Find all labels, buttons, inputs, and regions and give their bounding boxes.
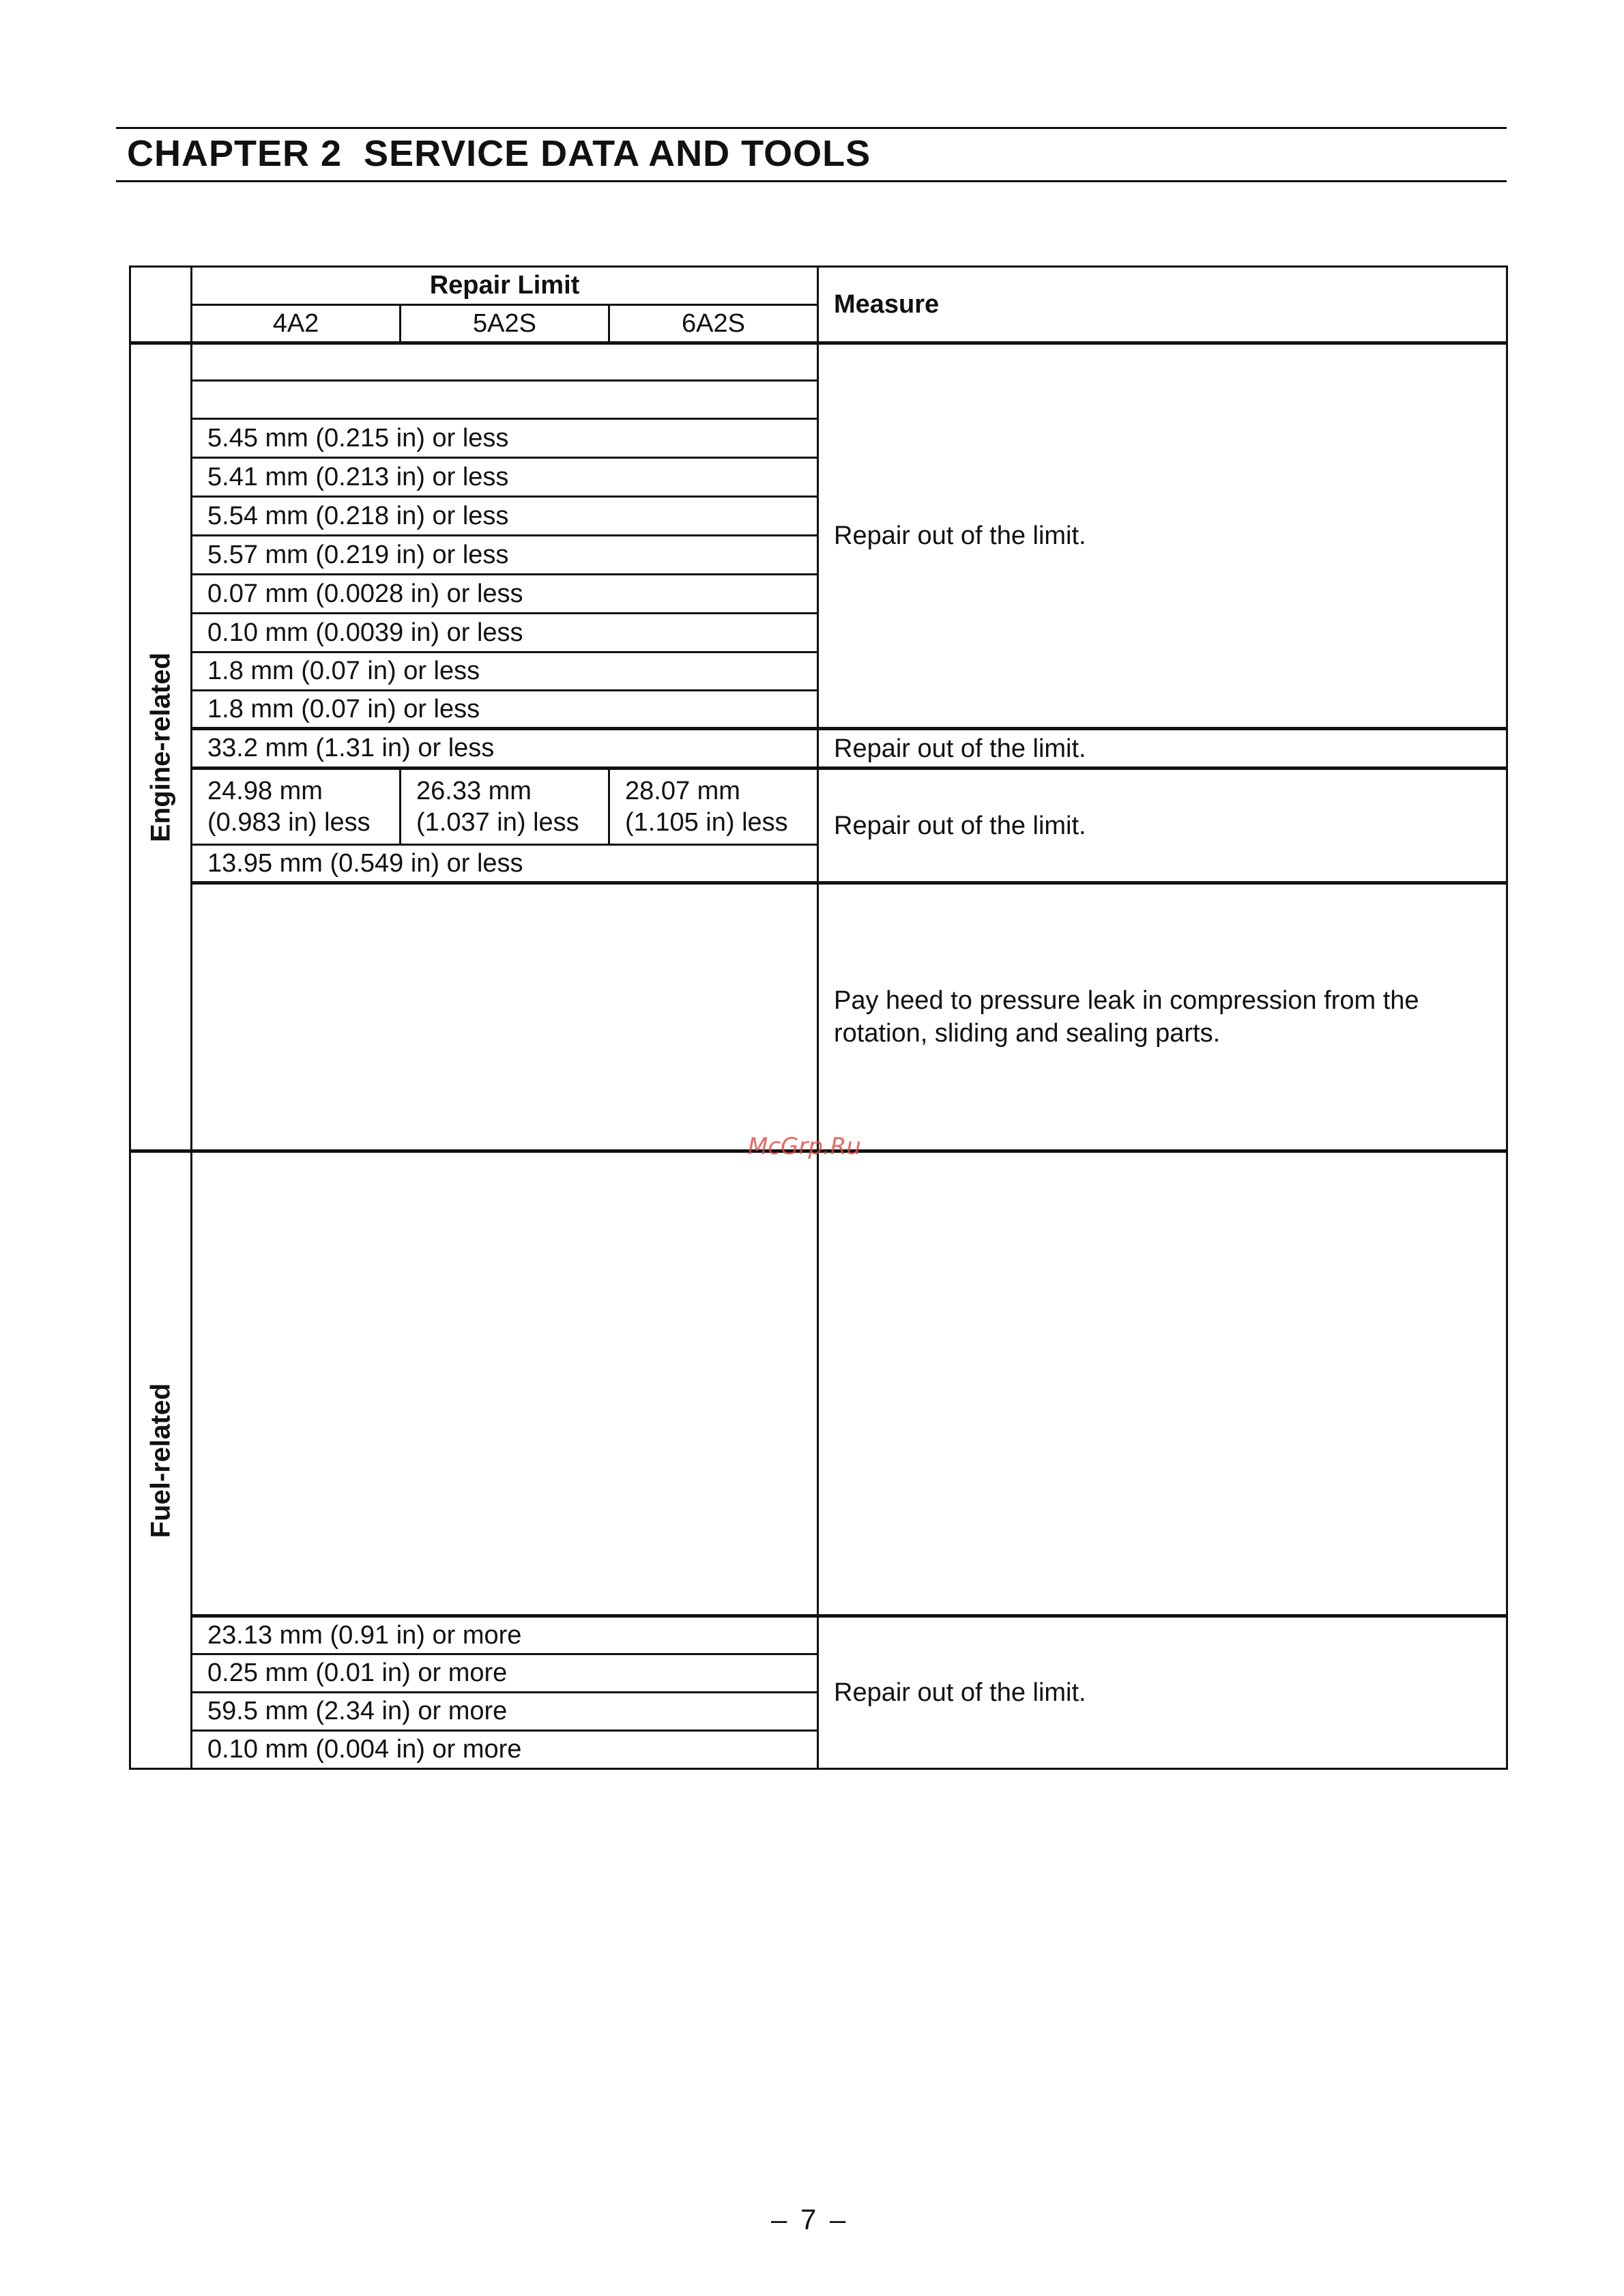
limit-cell-6a2s [609,769,818,845]
table-row [130,343,1507,381]
limit-line: 26.33 mm [416,777,532,805]
limit-line: (1.105 in) less [625,808,788,837]
limit-cell: 0.10 mm (0.0039 in) or less [192,614,818,652]
model-header-5a2s: 5A2S [401,305,609,343]
title-top-rule [116,127,1507,129]
measure-cell-empty [818,1151,1507,1616]
table-row [130,769,1507,845]
limit-cell: 5.57 mm (0.219 in) or less [192,536,818,575]
limit-line: (1.037 in) less [416,808,579,837]
limit-cell: 0.25 mm (0.01 in) or more [192,1654,818,1693]
limit-cell-empty [192,343,818,381]
measure-cell: Repair out of the limit. [818,769,1507,883]
repair-limit-table [129,266,1508,1770]
measure-cell: Repair out of the limit. [818,729,1507,769]
corner-cell [130,267,192,343]
page-title: CHAPTER 2 SERVICE DATA AND TOOLS [127,133,871,174]
limit-cell-empty [192,381,818,419]
limit-cell: 5.54 mm (0.218 in) or less [192,497,818,536]
limit-cell: 0.07 mm (0.0028 in) or less [192,575,818,614]
limit-line: 28.07 mm [625,777,740,805]
title-bottom-rule [116,180,1507,182]
model-header-4a2: 4A2 [192,305,401,343]
table-row [130,883,1507,1151]
header-row [130,267,1507,305]
page-number: – 7 – [771,2203,849,2235]
watermark: McGrp.Ru [748,1133,861,1160]
measure-cell: Repair out of the limit. [818,1616,1507,1769]
section-label-engine: Engine-related [130,343,192,1151]
repair-limit-header: Repair Limit [192,267,818,305]
limit-cell: 59.5 mm (2.34 in) or more [192,1693,818,1731]
table-row [130,1151,1507,1616]
limit-cell-4a2 [192,769,401,845]
model-header-6a2s: 6A2S [609,305,818,343]
limit-cell: 1.8 mm (0.07 in) or less [192,652,818,691]
measure-cell-compression: Pay heed to pressure leak in compression from the rotation, sliding and sealing parts. [818,883,1507,1151]
limit-cell: 5.41 mm (0.213 in) or less [192,458,818,497]
measure-header: Measure [818,267,1507,343]
limit-line: 24.98 mm [207,777,323,805]
limit-cell: 23.13 mm (0.91 in) or more [192,1616,818,1654]
limit-cell-5a2s [401,769,609,845]
limit-cell-empty [192,1151,818,1616]
measure-cell: Repair out of the limit. [818,343,1507,729]
limit-cell: 1.8 mm (0.07 in) or less [192,691,818,729]
limit-cell: 33.2 mm (1.31 in) or less [192,729,818,769]
limit-cell: 5.45 mm (0.215 in) or less [192,419,818,458]
section-label-fuel: Fuel-related [130,1151,192,1769]
limit-line: (0.983 in) less [207,808,371,837]
limit-cell: 0.10 mm (0.004 in) or more [192,1731,818,1769]
limit-cell-empty [192,883,818,1151]
table-row [130,729,1507,769]
limit-cell: 13.95 mm (0.549 in) or less [192,845,818,883]
table-row [130,1616,1507,1654]
